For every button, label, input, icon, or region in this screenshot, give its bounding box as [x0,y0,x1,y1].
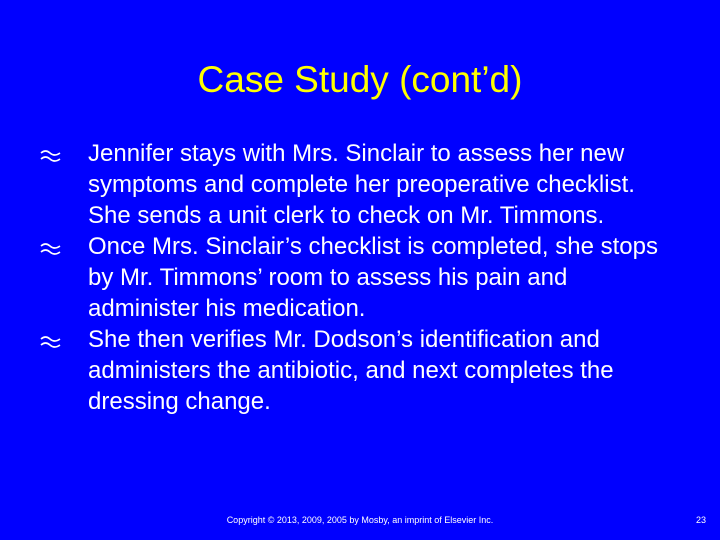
page-number: 23 [695,515,706,525]
bullet-text: Once Mrs. Sinclair’s checklist is completed, she stops by Mr. Timmons’ room to assess his pain and administer his medication. [88,233,658,322]
bullet-item [0,231,720,324]
bullet-text: She then verifies Mr. Dodson’s identification and administers the antibiotic, and next completes the dressing change. [88,326,614,415]
wavy-bullet-icon [40,335,62,349]
slide-title: Case Study (cont’d) [197,59,523,100]
wavy-bullet-icon [40,242,62,256]
footer-copyright: Copyright © 2013, 2009, 2005 by Mosby, an imprint of Elsevier Inc. [226,515,494,525]
bullet-item [0,138,720,231]
bullet-list [0,138,720,417]
bullet-item [0,324,720,417]
wavy-bullet-icon [40,149,62,163]
bullet-text: Jennifer stays with Mrs. Sinclair to assess her new symptoms and complete her preoperative checklist. She sends a unit clerk to check on Mr. Timmons. [88,140,635,229]
